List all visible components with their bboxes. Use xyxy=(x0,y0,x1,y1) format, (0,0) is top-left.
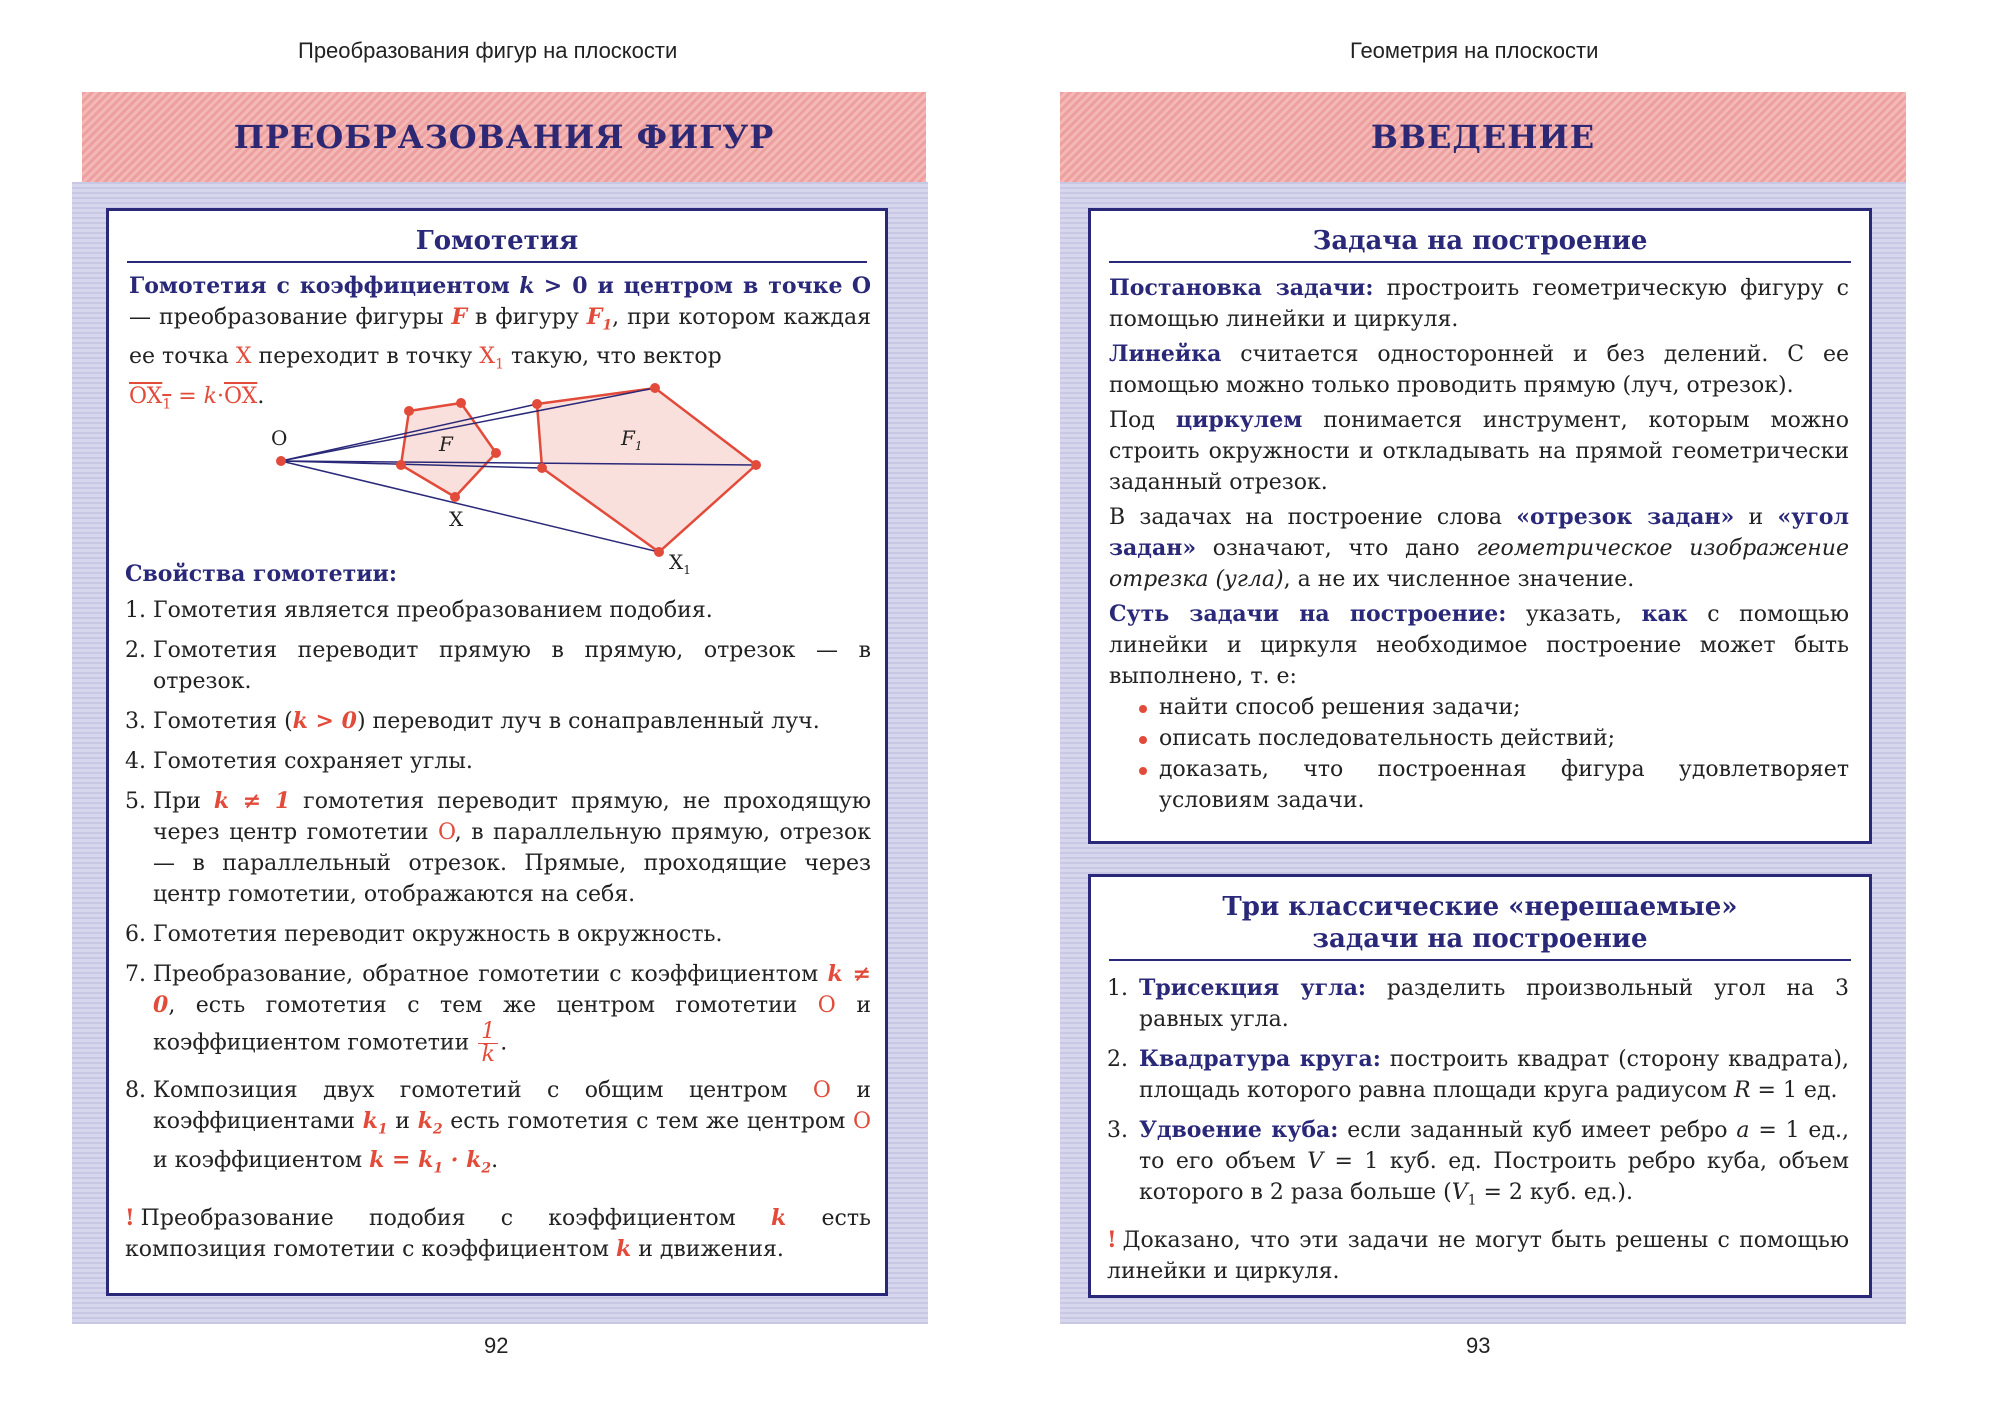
right-banner xyxy=(1060,92,1906,182)
property-item: 6. Гомотетия переводит окружность в окружность. xyxy=(125,922,723,947)
bullet-item: описать последовательность действий; xyxy=(1139,723,1849,754)
homothety-panel xyxy=(106,208,888,1296)
property-item: 8. Композиция двух гомотетий с общим центром O и коэффициентами $k_1$ и $k_2$ есть гомотетия с тем же центром O и коэффициентом $k = k_1 \cdot k_2$. xyxy=(125,1078,872,1177)
vertex xyxy=(650,383,660,393)
property-item: 7. Преобразование, обратное гомотетии с коэффициентом k ≠ 0, есть гомотетия с тем же центром гомотетии O и коэффициентом гомотетии $\frac{1}{k}$ . xyxy=(125,961,871,1067)
property-item: 5. При k ≠ 1 гомотетия переводит прямую, не проходящую через центр гомотетии O, в параллельную прямую, отрезок — в параллельный отрезок. Прямые, проходящие через центр гомотетии, отображаются на себя. xyxy=(125,788,872,907)
compass-paragraph: Под циркулем понимается инструмент, которым можно строить окружности и откладывать на прямой геометрически заданный отрезок. xyxy=(1109,407,1849,495)
classic-note: ! Доказано, что эти задачи не могут быть решены с помощью линейки и циркуля. xyxy=(1107,1227,1849,1285)
ruler-paragraph: Линейка считается односторонней и без делений. С ее помощью можно только проводить прямую (луч, отрезок). xyxy=(1109,341,1849,398)
label-x1: $X_1$ xyxy=(669,550,691,574)
homothety-diagram xyxy=(109,369,885,574)
homothety-title: Гомотетия xyxy=(127,225,867,263)
task-bullets xyxy=(1109,692,1849,816)
right-banner-title: ВВЕДЕНИЕ xyxy=(1370,118,1596,156)
label-x: X xyxy=(449,507,464,531)
left-page-number: 92 xyxy=(484,1333,509,1358)
task-title: Задача на построение xyxy=(1109,225,1851,263)
classic-item: 1. Трисекция угла: разделить произвольный угол на 3 равных угла. xyxy=(1107,975,1849,1032)
vertex xyxy=(491,448,501,458)
vertex xyxy=(751,460,761,470)
vertex xyxy=(404,406,414,416)
label-f: F xyxy=(439,432,453,456)
vertex xyxy=(537,463,547,473)
property-item: 2. Гомотетия переводит прямую в прямую, отрезок — в отрезок. xyxy=(125,638,871,694)
label-o: O xyxy=(271,426,288,450)
vertex xyxy=(456,398,466,408)
task-panel xyxy=(1088,208,1872,844)
properties-title: Свойства гомотетии: xyxy=(125,561,397,587)
bullet-item: доказать, что построенная фигура удовлетворяет условиям задачи. xyxy=(1139,754,1849,816)
classic-item: 3. Удвоение куба: если заданный куб имеет ребро a = 1 ед., то его объем V = 1 куб. ед. Построить ребро куба, объем которого в 2 раза больше ($V_1 = 2$ куб. ед.). xyxy=(1107,1117,1850,1209)
fraction: $\frac{1}{k}$ xyxy=(478,1021,498,1066)
vertex xyxy=(532,399,542,409)
left-banner xyxy=(82,92,926,182)
properties-list xyxy=(125,595,871,1194)
similarity-note: ! Преобразование подобия с коэффициентом k есть композиция гомотетии с коэффициентом k и движения. xyxy=(125,1205,871,1262)
right-running-head: Геометрия на плоскости xyxy=(1350,38,1599,63)
homothety-definition: Гомотетия с коэффициентом k > 0 и центром в точке O — преобразование фигуры F в фигуру $F_1$, при котором каждая ее точка X переходит в точку $X_1$ такую, что вектор $OX_1 = k\cdot\overline{OX}$. xyxy=(129,273,872,413)
essence-paragraph: Суть задачи на построение: указать, как с помощью линейки и циркуля необходимое построение может быть выполнено, т. е: xyxy=(1109,601,1849,689)
property-item: 3. Гомотетия (k > 0) переводит луч в сонаправленный луч. xyxy=(125,708,820,734)
right-page-number: 93 xyxy=(1466,1333,1491,1358)
point-o xyxy=(276,456,286,466)
left-banner-title: ПРЕОБРАЗОВАНИЯ ФИГУР xyxy=(233,118,775,156)
point-x xyxy=(450,492,460,502)
classic-item: 2. Квадратура круга: построить квадрат (сторону квадрата), площадь которого равна площади круга радиусом R = 1 ед. xyxy=(1107,1046,1850,1103)
left-running-head: Преобразования фигур на плоскости xyxy=(298,38,678,63)
property-item: 4. Гомотетия сохраняет углы. xyxy=(125,749,473,774)
figure-f1-shape xyxy=(537,388,756,552)
point-x1 xyxy=(654,547,664,557)
label-f1: $F_1$ xyxy=(621,426,643,453)
bullet-item: найти способ решения задачи; xyxy=(1139,692,1849,723)
classic-list xyxy=(1107,973,1849,1216)
classic-title: Три классические «нерешаемые» задачи на построение xyxy=(1109,891,1851,961)
vector-formula: $OX_1 = k\cdot\overline{OX}$ xyxy=(129,383,258,413)
task-body xyxy=(1109,273,1849,816)
task-statement: Постановка задачи: простроить геометрическую фигуру с помощью линейки и циркуля. xyxy=(1109,275,1849,332)
given-paragraph: В задачах на построение слова «отрезок задан» и «угол задан» означают, что дано геометрическое изображение отрезка (угла), а не их численное значение. xyxy=(1109,504,1849,592)
property-item: 1. Гомотетия является преобразованием подобия. xyxy=(125,598,713,623)
vertex xyxy=(396,460,406,470)
classic-panel xyxy=(1088,874,1872,1298)
